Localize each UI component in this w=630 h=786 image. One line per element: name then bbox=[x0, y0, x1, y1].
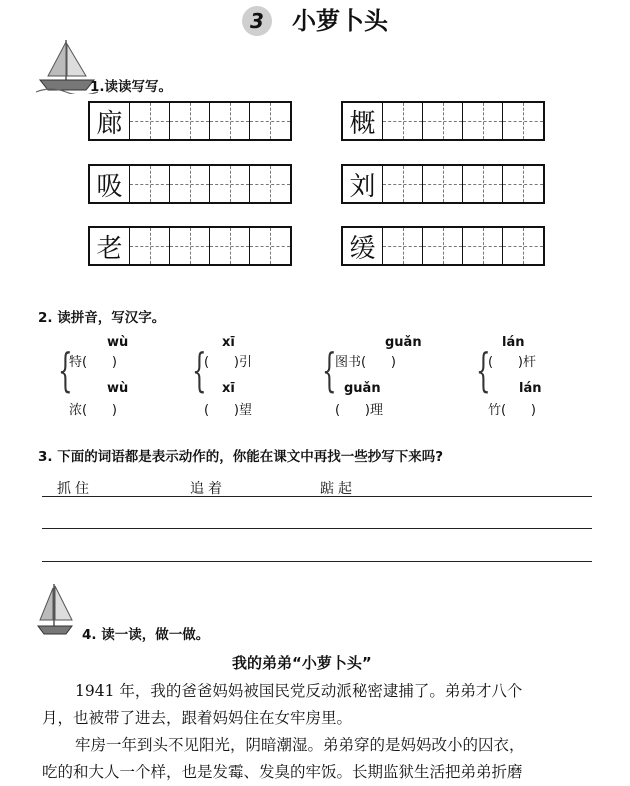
pinyin: xī bbox=[222, 381, 235, 396]
pinyin: guǎn bbox=[385, 335, 422, 350]
writing-cell[interactable] bbox=[463, 103, 503, 139]
lesson-number-badge: 3 bbox=[242, 6, 272, 36]
writing-cell[interactable] bbox=[130, 166, 170, 202]
pinyin: xī bbox=[222, 335, 235, 350]
answer-line[interactable] bbox=[42, 528, 592, 529]
writing-cell[interactable] bbox=[463, 166, 503, 202]
pinyin: guǎn bbox=[344, 381, 381, 396]
writing-grid bbox=[88, 101, 292, 141]
writing-cell[interactable] bbox=[170, 103, 210, 139]
writing-cell[interactable] bbox=[503, 166, 543, 202]
writing-cell[interactable] bbox=[503, 228, 543, 264]
action-word: 抓住 bbox=[57, 481, 93, 497]
writing-cell[interactable] bbox=[170, 228, 210, 264]
model-character-cell bbox=[90, 228, 130, 264]
brace-icon: { bbox=[192, 343, 207, 397]
writing-cell[interactable] bbox=[250, 228, 290, 264]
reading-line: 牢房一年到头不见阳光，阴暗潮湿。弟弟穿的是妈妈改小的囚衣， bbox=[75, 736, 525, 754]
model-character: 刘 bbox=[349, 171, 376, 202]
writing-cell[interactable] bbox=[210, 103, 250, 139]
action-word: 追着 bbox=[190, 481, 226, 497]
answer-line[interactable] bbox=[42, 561, 592, 562]
fill-blank-item[interactable]: ( )杆 bbox=[488, 355, 536, 370]
writing-cell[interactable] bbox=[383, 103, 423, 139]
writing-grid bbox=[88, 226, 292, 266]
brace-icon: { bbox=[322, 343, 337, 397]
section-1-title: 1.读读写写。 bbox=[90, 79, 173, 95]
reading-line: 吃的和大人一个样，也是发霉、发臭的牢饭。长期监狱生活把弟弟折磨 bbox=[42, 763, 523, 781]
writing-grid bbox=[341, 101, 545, 141]
writing-cell[interactable] bbox=[130, 103, 170, 139]
writing-cell[interactable] bbox=[130, 228, 170, 264]
reading-line: 月，也被带了进去，跟着妈妈住在女牢房里。 bbox=[42, 709, 353, 727]
fill-blank-item[interactable]: 特( ) bbox=[69, 355, 117, 370]
fill-blank-item[interactable]: ( )引 bbox=[204, 355, 252, 370]
section-3-title: 3. 下面的词语都是表示动作的，你能在课文中再找一些抄写下来吗? bbox=[38, 449, 444, 465]
model-character: 廊 bbox=[96, 108, 123, 139]
model-character-cell bbox=[90, 103, 130, 139]
section-2-title: 2. 读拼音，写汉字。 bbox=[38, 310, 166, 326]
model-character: 老 bbox=[96, 233, 123, 264]
writing-cell[interactable] bbox=[250, 166, 290, 202]
model-character-cell bbox=[343, 228, 383, 264]
lesson-title: 小萝卜头 bbox=[292, 7, 388, 35]
writing-cell[interactable] bbox=[210, 166, 250, 202]
writing-cell[interactable] bbox=[423, 103, 463, 139]
reading-line: 1941 年，我的爸爸妈妈被国民党反动派秘密逮捕了。弟弟才八个 bbox=[75, 682, 523, 700]
fill-blank-item[interactable]: 图书( ) bbox=[335, 355, 396, 370]
writing-cell[interactable] bbox=[423, 166, 463, 202]
fill-blank-item[interactable]: ( )望 bbox=[204, 403, 252, 418]
writing-cell[interactable] bbox=[250, 103, 290, 139]
model-character-cell bbox=[343, 103, 383, 139]
writing-cell[interactable] bbox=[463, 228, 503, 264]
writing-grid bbox=[341, 226, 545, 266]
writing-cell[interactable] bbox=[210, 228, 250, 264]
pinyin: lán bbox=[502, 335, 525, 350]
pinyin: wù bbox=[107, 381, 129, 396]
model-character-cell bbox=[343, 166, 383, 202]
brace-icon: { bbox=[58, 343, 73, 397]
model-character: 吸 bbox=[96, 171, 123, 202]
model-character-cell bbox=[90, 166, 130, 202]
writing-cell[interactable] bbox=[383, 166, 423, 202]
sailboat-icon bbox=[36, 580, 76, 640]
sailboat-icon bbox=[36, 36, 98, 94]
section-4-title: 4. 读一读，做一做。 bbox=[82, 627, 210, 643]
writing-grid bbox=[341, 164, 545, 204]
fill-blank-item[interactable]: ( )理 bbox=[335, 403, 383, 418]
reading-title: 我的弟弟“小萝卜头” bbox=[232, 654, 372, 672]
action-word: 踮起 bbox=[320, 481, 356, 497]
writing-grid bbox=[88, 164, 292, 204]
answer-line[interactable] bbox=[42, 496, 592, 497]
brace-icon: { bbox=[476, 343, 491, 397]
writing-cell[interactable] bbox=[170, 166, 210, 202]
writing-cell[interactable] bbox=[503, 103, 543, 139]
fill-blank-item[interactable]: 浓( ) bbox=[69, 403, 117, 418]
model-character: 概 bbox=[349, 108, 376, 139]
fill-blank-item[interactable]: 竹( ) bbox=[488, 403, 536, 418]
writing-cell[interactable] bbox=[423, 228, 463, 264]
writing-cell[interactable] bbox=[383, 228, 423, 264]
pinyin: wù bbox=[107, 335, 129, 350]
pinyin: lán bbox=[519, 381, 542, 396]
model-character: 缓 bbox=[349, 233, 376, 264]
